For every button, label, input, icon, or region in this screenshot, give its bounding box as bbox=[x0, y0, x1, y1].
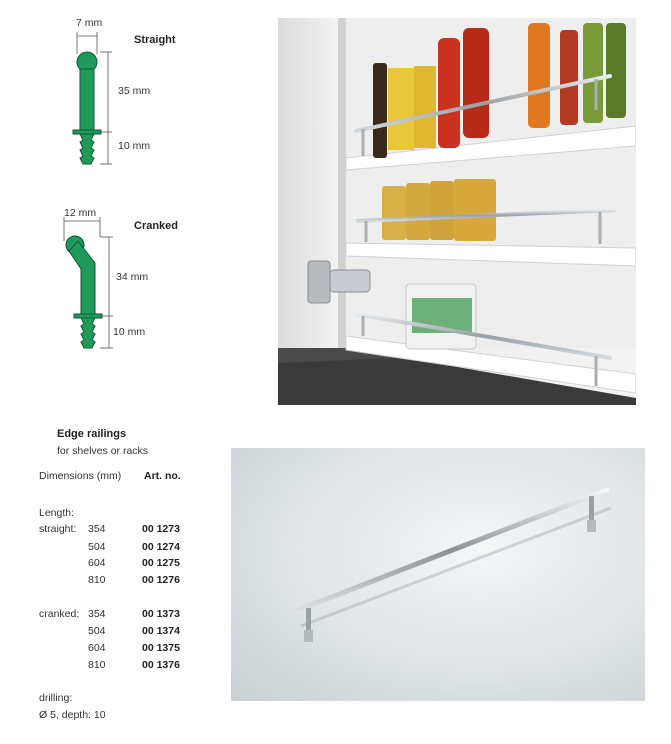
straight-foot-label: 10 mm bbox=[118, 140, 151, 152]
straight-art-604: 00 1275 bbox=[142, 557, 180, 569]
straight-width-label: 7 mm bbox=[76, 17, 103, 29]
cranked-length-604: 604 bbox=[88, 642, 106, 654]
cranked-art-810: 00 1376 bbox=[142, 659, 180, 671]
cranked-art-354: 00 1373 bbox=[142, 608, 180, 620]
drilling-label: drilling: bbox=[39, 692, 73, 704]
cranked-width-label: 12 mm bbox=[64, 207, 97, 219]
cabinet-photo bbox=[278, 18, 636, 405]
cranked-length-810: 810 bbox=[88, 659, 106, 671]
drilling-value: Ø 5, depth: 10 bbox=[39, 709, 106, 721]
straight-art-810: 00 1276 bbox=[142, 574, 180, 586]
straight-length-354: 354 bbox=[88, 523, 106, 535]
straight-label: straight: bbox=[39, 523, 77, 535]
straight-length-504: 504 bbox=[88, 541, 106, 553]
artno-header: Art. no. bbox=[144, 470, 181, 482]
length-label: Length: bbox=[39, 507, 75, 519]
cranked-height-label: 34 mm bbox=[116, 271, 149, 283]
product-subtitle: for shelves or racks bbox=[57, 445, 149, 457]
cranked-label: cranked: bbox=[39, 608, 80, 620]
cranked-length-354: 354 bbox=[88, 608, 106, 620]
straight-height-label: 35 mm bbox=[118, 85, 151, 97]
straight-art-354: 00 1273 bbox=[142, 523, 180, 535]
cranked-foot-label: 10 mm bbox=[113, 326, 146, 338]
cranked-length-504: 504 bbox=[88, 625, 106, 637]
dimensions-header: Dimensions (mm) bbox=[39, 470, 122, 482]
cranked-art-604: 00 1375 bbox=[142, 642, 180, 654]
straight-art-504: 00 1274 bbox=[142, 541, 180, 553]
cranked-art-504: 00 1374 bbox=[142, 625, 180, 637]
straight-length-810: 810 bbox=[88, 574, 106, 586]
cranked-title: Cranked bbox=[134, 220, 179, 232]
cabinet-illustration bbox=[278, 18, 636, 405]
straight-title: Straight bbox=[134, 34, 176, 46]
rail-illustration bbox=[231, 448, 645, 701]
rail-photo bbox=[231, 448, 645, 701]
product-title: Edge railings bbox=[57, 428, 127, 440]
straight-length-604: 604 bbox=[88, 557, 106, 569]
